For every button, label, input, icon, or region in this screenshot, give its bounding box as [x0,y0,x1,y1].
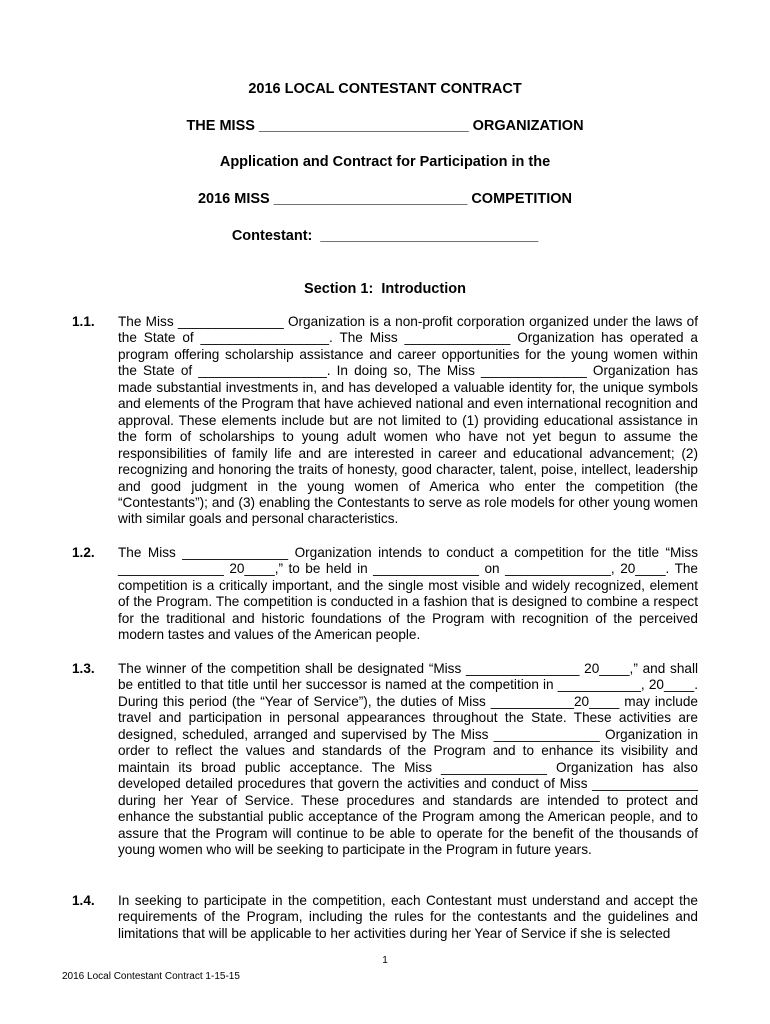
page-number: 1 [382,955,388,966]
paragraph-text: The Miss ______________ Organization is a non-profit corporation organized under the laws of the State of _________________. The Miss ______________ Organization has operated a program offering scholarship assistance and career opportunities for the young women within the State of _________________. In doing so, The Miss ______________ Organization has made substantial investments in, and has developed a valuable identity for, the unique symbols and elements of the Program that have achieved national and even international recognition and approval. These elements include but are not limited to (1) providing educational assistance in the form of scholarships to young adult women who have not yet begun to assume the responsibilities of family life and are interested in career and educational advancement; (2) recognizing and honoring the traits of honesty, good character, talent, poise, intellect, leadership and good judgment in the young women of America who enter the competition (the “Contestants”); and (3) enabling the Contestants to serve as role models for other young women with similar goals and personal characteristics. [118,314,698,527]
application-line: Application and Contract for Participation in the [219,154,551,170]
paragraph-number: 1.1. [72,314,95,329]
document-title: 2016 LOCAL CONTESTANT CONTRACT [248,81,522,97]
paragraph-number: 1.3. [72,661,95,676]
paragraph-1-4 [72,893,698,942]
paragraph-text: In seeking to participate in the competition, each Contestant must understand and accept the requirements of the Program, including the rules for the contestants and the guidelines and limitations that will be applicable to her activities during her Year of Service if she is selected [118,893,698,941]
paragraph-number: 1.4. [72,893,95,908]
paragraph-number: 1.2. [72,545,95,560]
competition-line: 2016 MISS ________________________ COMPETITION [197,191,573,207]
section-heading: Section 1: Introduction [304,281,466,297]
paragraph-text: The Miss ______________ Organization intends to conduct a competition for the title “Miss ______________ 20____,” to be held in ______________ on ______________, 20____. The competition is a critically important, and the single most visible and widely recognized, element of the Program. The competition is conducted in a fashion that is designed to combine a respect for the traditional and historic foundations of the Program with recognition of the perceived modern tastes and values of the American people. [118,545,698,643]
paragraph-text: The winner of the competition shall be designated “Miss _______________ 20____,” and shall be entitled to that title until her successor is named at the competition in ___________, 20____. During this period (the “Year of Service”), the duties of Miss ___________20____ may include travel and participation in personal appearances throughout the State. These activities are designed, scheduled, arranged and supervised by The Miss ______________ Organization in order to reflect the values and standards of the Program and to enhance its visibility and maintain its broad public acceptance. The Miss ______________ Organization has also developed detailed procedures that govern the activities and conduct of Miss ______________ during her Year of Service. These procedures and standards are intended to protect and enhance the substantial public acceptance of the Program among the American people, and to assure that the Program will continue to be able to operate for the benefit of the thousands of young women who will be seeking to participate in the Program in future years. [118,661,698,857]
paragraph-1-1 [72,314,698,528]
paragraph-1-3 [72,661,698,858]
contestant-line: Contestant: ___________________________ [231,228,539,244]
paragraph-1-2 [72,545,698,644]
footer-document-label: 2016 Local Contestant Contract 1-15-15 [62,971,240,982]
organization-line: THE MISS __________________________ ORGANIZATION [186,118,584,134]
